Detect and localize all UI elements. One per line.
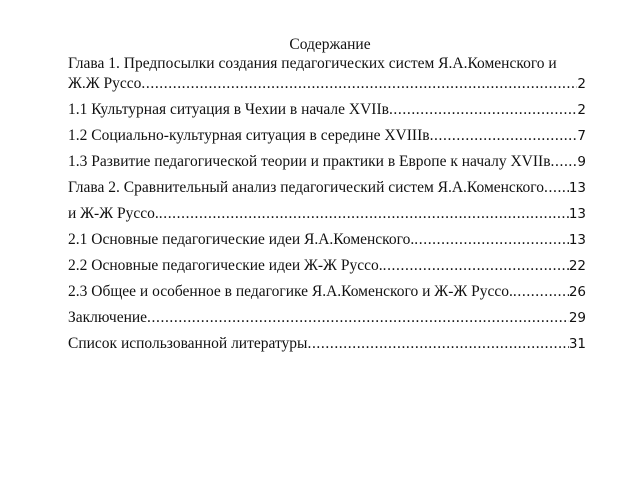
toc-entry[interactable] [68, 179, 586, 205]
toc-entry-text: Глава 2. Сравнительный анализ педагогический систем Я.А.Коменского [68, 179, 545, 196]
toc-leader [141, 75, 577, 93]
toc-entry[interactable] [68, 205, 586, 231]
toc-entry-text: Список использованной литературы [68, 335, 308, 352]
toc-entry[interactable] [68, 309, 586, 335]
toc-entry[interactable] [68, 55, 586, 75]
toc-entry-page: 7 [577, 128, 586, 144]
toc-leader [513, 283, 569, 301]
toc-entry-page: 2 [577, 102, 586, 118]
toc-leader [414, 231, 569, 249]
toc-entry-text: 2.2 Основные педагогические идеи Ж-Ж Руссо. [68, 257, 383, 274]
toc-entry-text: 1.1 Культурная ситуация в Чехии в начале XVIIв [68, 101, 389, 118]
toc-entry-text: 1.3 Развитие педагогической теории и практики в Европе к началу XVIIв [68, 153, 551, 170]
toc-entry[interactable] [68, 231, 586, 257]
toc-entry[interactable] [68, 101, 586, 127]
toc-entry-page: 29 [568, 310, 586, 326]
toc-entry[interactable] [68, 127, 586, 153]
toc-entry-text: 1.2 Социально-культурная ситуация в середине XVIIIв [68, 127, 430, 144]
toc-entry-text: 2.1 Основные педагогические идеи Я.А.Коменского. [68, 231, 415, 248]
toc-entry-page: 13 [568, 206, 586, 222]
toc-leader [544, 179, 569, 197]
toc-entry-page: 31 [568, 336, 586, 352]
toc-entry-text: 2.3 Общее и особенное в педагогике Я.А.Коменского и Ж-Ж Руссо. [68, 283, 513, 300]
toc-title: Содержание [289, 36, 371, 53]
toc-leader [551, 153, 578, 171]
toc-entry-page: 2 [577, 76, 586, 92]
toc-entry[interactable] [68, 283, 586, 309]
toc-entry-page: 22 [568, 258, 586, 274]
toc-entry-text: Глава 1. Предпосылки создания педагогических систем Я.А.Коменского и [68, 55, 557, 72]
toc-entry[interactable] [68, 75, 586, 101]
toc-entry[interactable] [68, 257, 586, 283]
toc-leader [147, 309, 569, 327]
toc-entry-text: Ж.Ж Руссо [68, 75, 142, 92]
toc-entry-text: и Ж-Ж Руссо. [68, 205, 159, 222]
toc-entry-page: 9 [577, 154, 586, 170]
table-of-contents [68, 55, 586, 361]
toc-entry-page: 26 [568, 284, 586, 300]
toc-entry-page: 13 [568, 232, 586, 248]
toc-leader [159, 205, 569, 223]
toc-entry[interactable] [68, 335, 586, 361]
toc-leader [389, 101, 577, 119]
toc-entry-page: 13 [568, 180, 586, 196]
toc-leader [383, 257, 569, 275]
toc-leader [307, 335, 568, 353]
toc-entry[interactable] [68, 153, 586, 179]
toc-entry-text: Заключение [68, 309, 148, 326]
toc-leader [430, 127, 578, 145]
